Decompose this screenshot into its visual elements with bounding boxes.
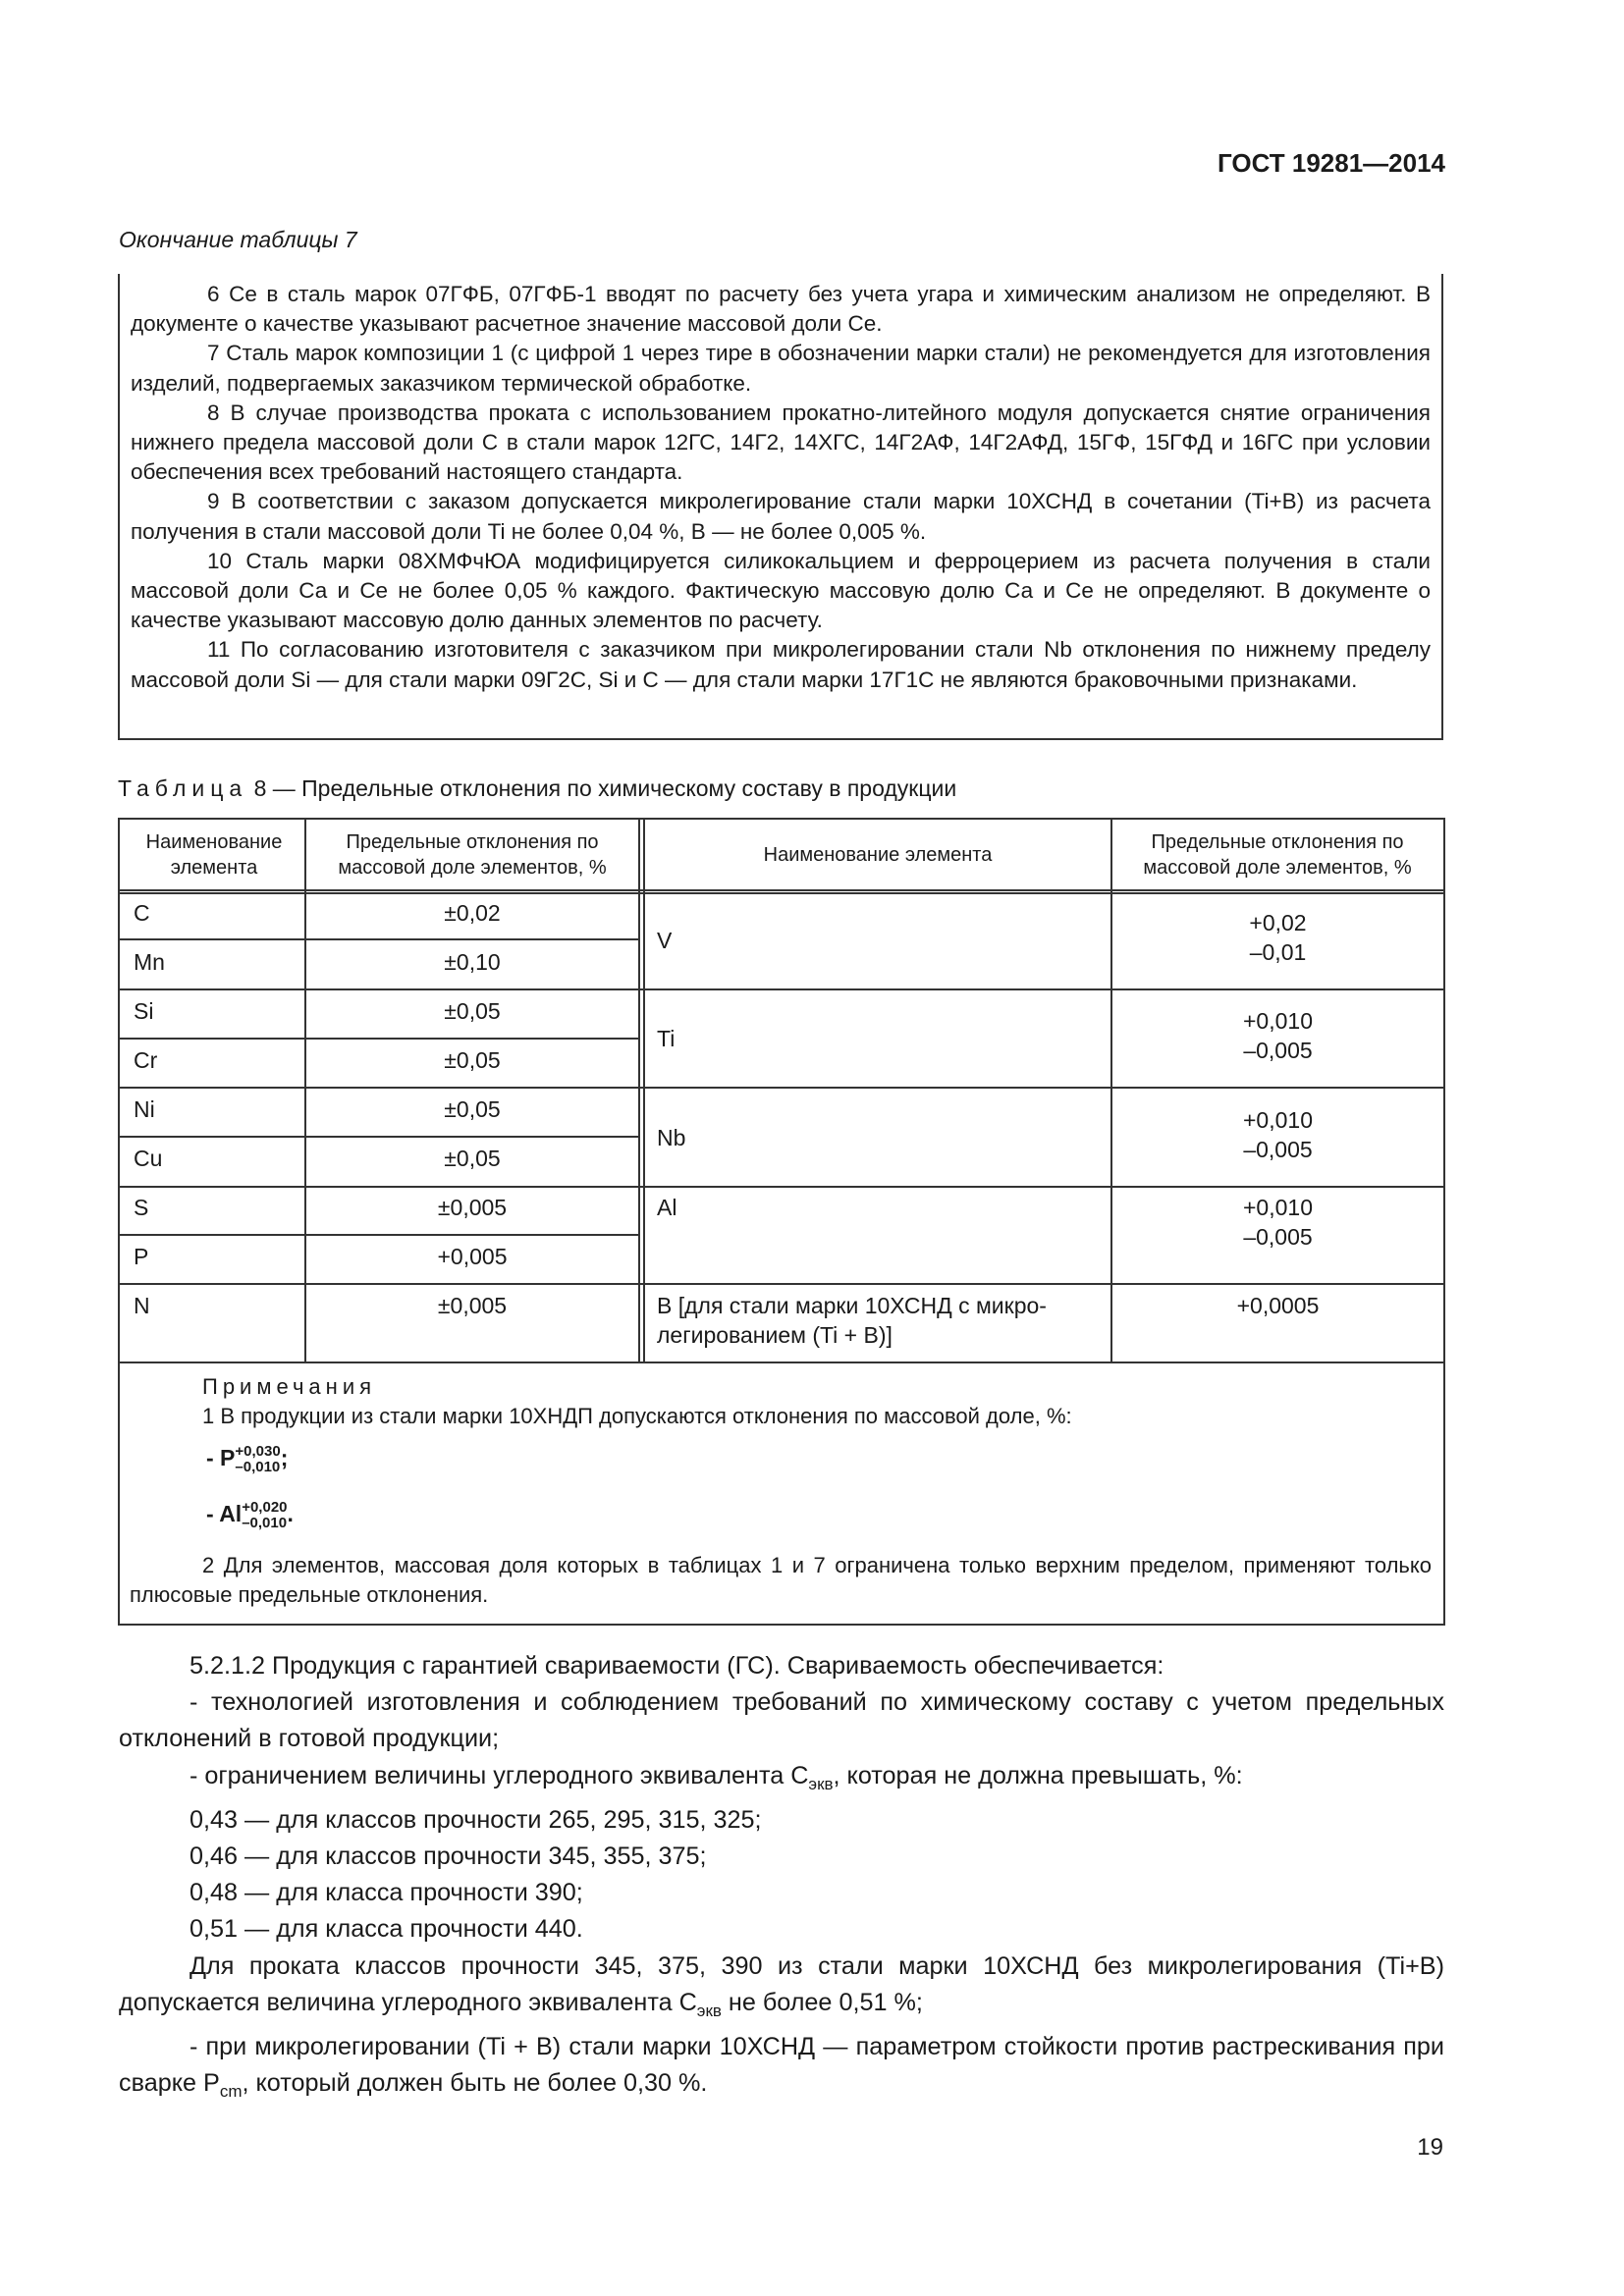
table-rule	[118, 892, 1445, 894]
text-run: - ограничением величины углеродного эквивалента С	[189, 1761, 809, 1789]
paragraph	[119, 1758, 1444, 1802]
formula-suffix: ;	[280, 1445, 289, 1471]
element-cell: Mn	[134, 949, 165, 975]
element-cell: V	[657, 928, 673, 953]
table-rule	[118, 1186, 1445, 1188]
element-cell: N	[134, 1293, 150, 1318]
deviation-cell: ±0,05	[444, 1047, 501, 1073]
paragraph: 0,46 — для классов прочности 345, 355, 375;	[189, 1842, 707, 1871]
paragraph	[119, 1949, 1444, 2029]
deviation-cell: ±0,005	[437, 1195, 508, 1220]
table-rule	[118, 818, 120, 1626]
table7-notes	[118, 274, 1443, 740]
deviation-cell	[1112, 1193, 1443, 1252]
table-rule	[118, 889, 1445, 891]
table-rule	[118, 938, 640, 940]
section-5-2-1-2	[119, 1648, 1444, 2110]
table8-caption	[118, 775, 956, 802]
formula-prefix: - Al	[206, 1501, 243, 1527]
table-rule	[118, 1624, 1445, 1626]
element-cell: Cu	[134, 1146, 163, 1171]
table-rule	[118, 1234, 640, 1236]
element-cell: C	[134, 900, 150, 926]
table-rule	[118, 1283, 1445, 1285]
paragraph: 0,43 — для классов прочности 265, 295, 315, 325;	[189, 1805, 762, 1834]
table-rule	[118, 988, 1445, 990]
formula-sup: +0,030	[235, 1443, 281, 1460]
header-element-left: Наименование элемента	[145, 830, 283, 879]
table-rule	[118, 1136, 640, 1138]
table-continuation-label: Окончание таблицы 7	[119, 227, 357, 252]
deviation-cell	[1112, 1105, 1443, 1164]
paragraph	[119, 2029, 1444, 2109]
element-cell: S	[134, 1195, 149, 1220]
formula-prefix: - P	[206, 1445, 236, 1471]
table7-note: 9 В соответствии с заказом допускается микролегирование стали марки 10ХСНД в сочетании (Ti+B) из расчета получения в стали массовой доли Ti не более 0,04 %, В — не более 0,005 %.	[131, 489, 1431, 544]
table-rule	[1110, 818, 1112, 1363]
table7-note: 6 Се в сталь марок 07ГФБ, 07ГФБ-1 вводят по расчету без учета угара и химическим анализом не определяют. В документе о качестве указывают расчетное значение массовой доли Се.	[131, 282, 1431, 337]
table7-note: 11 По согласованию изготовителя с заказчиком при микролегировании стали Nb отклонения по нижнему пределу массовой доли Si — для стали марки 09Г2С, Si и С — для стали марки 17Г1С не являются браковочными признаками.	[131, 637, 1431, 692]
element-cell: Si	[134, 998, 154, 1024]
paragraph: 0,51 — для класса прочности 440.	[189, 1915, 583, 1944]
deviation-cell	[1112, 1006, 1443, 1065]
table-rule	[118, 1362, 1445, 1363]
deviation-lower: –0,01	[1249, 939, 1307, 965]
header-deviation-left: Предельные отклонения по массовой доле элементов, %	[338, 830, 607, 879]
formula-sub: –0,010	[242, 1515, 288, 1531]
deviation-cell: ±0,05	[444, 1146, 501, 1171]
element-cell: Nb	[657, 1125, 686, 1150]
header-element-right: Наименование элемента	[763, 843, 993, 866]
deviation-cell: +0,005	[437, 1244, 508, 1269]
paragraph: 0,48 — для класса прочности 390;	[189, 1879, 583, 1907]
table8	[118, 818, 1445, 1626]
table-rule	[118, 1087, 1445, 1089]
deviation-lower: –0,005	[1243, 1137, 1313, 1162]
deviation-upper: +0,02	[1249, 910, 1307, 935]
table-rule	[638, 818, 640, 1363]
text-run: , который должен быть не более 0,30 %.	[242, 2069, 708, 2098]
deviation-cell: ±0,05	[444, 998, 501, 1024]
element-cell: P	[134, 1244, 149, 1269]
deviation-lower: –0,005	[1243, 1038, 1313, 1063]
page-number: 19	[1417, 2134, 1443, 2161]
deviation-upper: +0,010	[1243, 1008, 1313, 1034]
table-rule	[118, 1038, 640, 1040]
formula-suffix: .	[287, 1501, 294, 1527]
paragraph: 5.2.1.2 Продукция с гарантией свариваемости (ГС). Свариваемость обеспечивается:	[189, 1652, 1164, 1680]
note-1: 1 В продукции из стали марки 10ХНДП допускаются отклонения по массовой доле, %:	[202, 1404, 1072, 1428]
formula-sup: +0,020	[242, 1499, 288, 1516]
subscript: cm	[219, 2082, 243, 2102]
element-line: легированием (Ti + B)]	[657, 1322, 893, 1348]
table7-note: 10 Сталь марки 08ХМФчЮА модифицируется силикокальцием и ферроцерием из расчета получения в стали массовой доли Са и Се не более 0,05 % каждого. Фактическую массовую долю Са и Се не определяют. В документе о качестве указывают массовую долю данных элементов по расчету.	[131, 548, 1431, 633]
note-2: 2 Для элементов, массовая доля которых в таблицах 1 и 7 ограничена только верхним пределом, применяют только плюсовые предельные отклонения.	[130, 1553, 1432, 1607]
table-rule	[643, 818, 645, 1363]
deviation-cell: ±0,10	[444, 949, 501, 975]
deviation-cell: ±0,02	[444, 900, 501, 926]
text-run: - при микролегировании (Ti + B) стали марки 10ХСНД — параметром стойкости против растрескивания при сварке Р	[119, 2033, 1444, 2098]
element-line: В [для стали марки 10ХСНД с микро-	[657, 1293, 1047, 1318]
formula-al	[206, 1500, 294, 1531]
table8-caption-text: 8 — Предельные отклонения по химическому составу в продукции	[253, 775, 957, 801]
text-run: не более 0,51 %;	[721, 1988, 923, 2016]
document-header: ГОСТ 19281—2014	[1218, 148, 1445, 178]
element-cell: Cr	[134, 1047, 158, 1073]
table8-caption-word: Таблица	[118, 775, 248, 801]
notes-title: Примечания	[202, 1374, 377, 1399]
paragraph: - технологией изготовления и соблюдением требований по химическому составу с учетом предельных отклонений в готовой продукции;	[119, 1688, 1444, 1753]
element-cell: Ni	[134, 1096, 155, 1122]
deviation-cell: ±0,05	[444, 1096, 501, 1122]
element-cell: Al	[657, 1195, 677, 1220]
text-run: Для проката классов прочности 345, 375, 390 из стали марки 10ХСНД без микролегирования (Ti+B) допускается величина углеродного эквивалента С	[119, 1951, 1444, 2016]
deviation-cell	[1112, 908, 1443, 967]
element-cell: Ti	[657, 1026, 676, 1051]
deviation-lower: –0,005	[1243, 1224, 1313, 1250]
formula-p	[206, 1444, 288, 1475]
table-rule	[1443, 818, 1445, 1626]
subscript: экв	[808, 1774, 834, 1793]
table7-note: 7 Сталь марок композиции 1 (с цифрой 1 через тире в обозначении марки стали) не рекомендуется для изготовления изделий, подвергаемых заказчиком термической обработке.	[131, 341, 1431, 396]
subscript: экв	[696, 2001, 722, 2020]
deviation-upper: +0,010	[1243, 1195, 1313, 1220]
formula-sub: –0,010	[235, 1459, 281, 1475]
header-deviation-right: Предельные отклонения по массовой доле элементов, %	[1143, 830, 1412, 879]
deviation-cell: ±0,005	[437, 1293, 508, 1318]
deviation-cell: +0,0005	[1236, 1293, 1320, 1318]
text-run: , которая не должна превышать, %:	[833, 1761, 1243, 1789]
deviation-upper: +0,010	[1243, 1107, 1313, 1133]
element-cell	[657, 1291, 1047, 1350]
table7-note: 8 В случае производства проката с использованием прокатно-литейного модуля допускается снятие ограничения нижнего предела массовой доли С в стали марок 12ГС, 14Г2, 14ХГС, 14Г2АФ, 14Г2АФД, 15ГФ, 15ГФД и 16ГС при условии обеспечения всех требований настоящего стандарта.	[131, 400, 1431, 485]
